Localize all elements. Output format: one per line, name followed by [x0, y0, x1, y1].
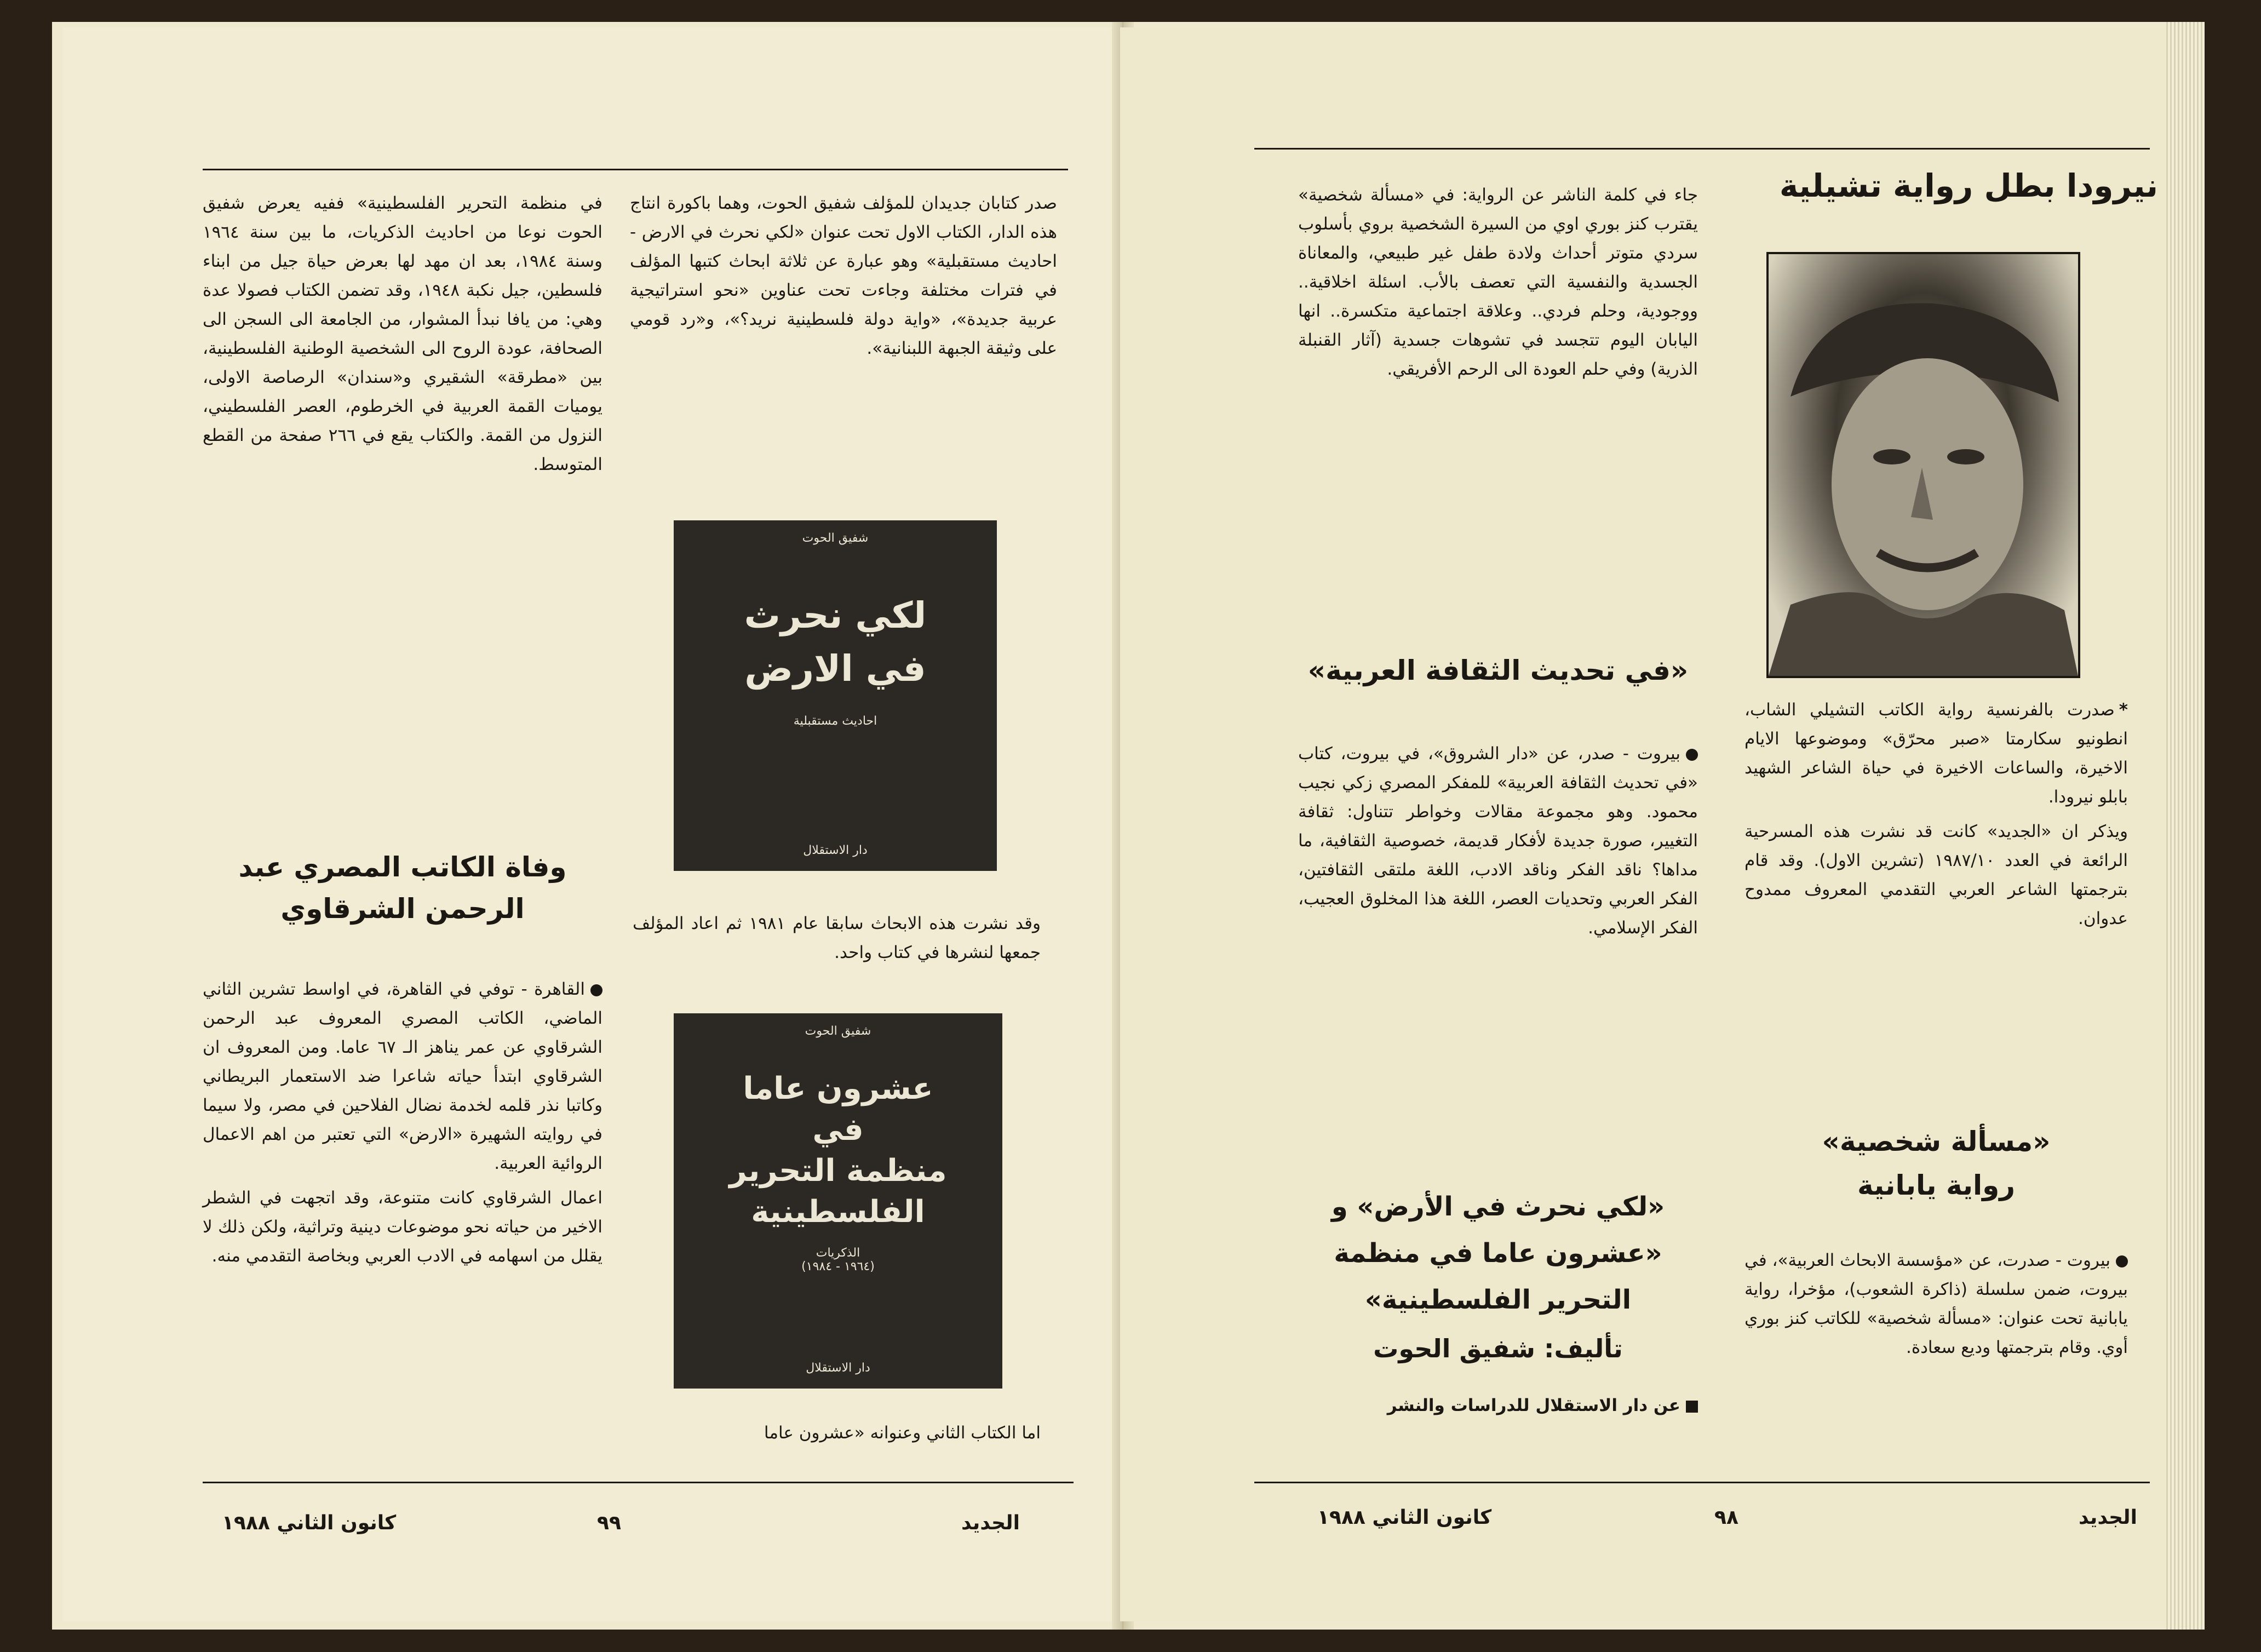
japan-heading-line1: «مسألة شخصية»: [1822, 1126, 2051, 1157]
neruda-body: [1744, 696, 2128, 939]
books-publisher-line: [1298, 1391, 1698, 1420]
cover1-title-line1: لكي نحرث: [744, 594, 927, 636]
cover2-author: شفيق الحوت: [805, 1024, 871, 1038]
books-publisher: عن دار الاستقلال للدراسات والنشر: [1387, 1396, 1680, 1415]
bullet-icon: [590, 984, 602, 996]
bullet-icon: [1686, 749, 1698, 761]
cover1-subtitle: احاديث مستقبلية: [793, 714, 877, 728]
page-edges: [2166, 22, 2205, 1630]
cover1-caption: وقد نشرت هذه الابحاث سابقا عام ١٩٨١ ثم اعاد المؤلف جمعها لنشرها في كتاب واحد.: [633, 914, 1041, 962]
right-footer-page-number: ٩٨: [1714, 1506, 1738, 1529]
book-cover-1: [674, 520, 997, 871]
neruda-paragraph-1: صدرت بالفرنسية رواية الكاتب التشيلي الشاب، انطونيو سكارمتا «صبر محرّق» وموضوعها الايام الاخيرة، والساعات الاخيرة في حياة الشاعر الشهيد بابلو نيرودا.: [1744, 700, 2128, 807]
cover1-publisher: دار الاستقلال: [803, 844, 868, 857]
culture-body: [1298, 739, 1698, 948]
cover2-title-line2: في: [812, 1112, 864, 1148]
culture-heading: «في تحديث الثقافة العربية»: [1307, 655, 1689, 686]
magazine-spread: [52, 22, 2205, 1630]
books-author: تأليف: شفيق الحوت: [1373, 1334, 1623, 1363]
bullet-icon: [2116, 1255, 2128, 1267]
culture-paragraph: بيروت - صدر، عن «دار الشروق»، في بيروت، كتاب «في تحديث الثقافة العربية» للمفكر المصري زكي نجيب محمود. وهو مجموعة مقالات وخواطر تتناول: ثقافة التغيير، صورة جديدة لأفكار قديمة، خصوصية الثقافية، ما مداها؟ ناقد الفكر وناقد الادب، اللغة ملتقى الثقافتين، الفكر العربي وتحديات العصر، اللغة هذا المخلوق العجيب، الفكر الإسلامي.: [1298, 744, 1698, 938]
obituary-paragraph-1: القاهرة - توفي في القاهرة، في اواسط تشرين الثاني الماضي، الكاتب المصري المعروف عبد الرحمن الشرقاوي عن عمر يناهز الـ ٦٧ عاما. ومن المعروف ان الشرقاوي ابتدأ حياته شاعرا ضد الاستعمار البريطاني وكاتبا نذر قلمه لخدمة نضال الفلاحين في مصر، ولا سيما في روايته الشهيرة «الارض» التي تعتبر من اهم الاعمال الروائية العربية.: [203, 979, 602, 1173]
cover2-title-line1: عشرون عاما: [743, 1071, 933, 1106]
japan-paragraph: بيروت - صدرت، عن «مؤسسة الابحاث العربية»، في بيروت، ضمن سلسلة (ذاكرة الشعوب)، مؤخرا، رواية يابانية تحت عنوان: «مسألة شخصية» للكاتب كنز بوري أوي. وقام بترجمتها وديع سعادة.: [1744, 1251, 2128, 1357]
japan-body: [1744, 1246, 2128, 1368]
right-top-rule: [1254, 148, 2150, 150]
left-footer-magazine: الجديد: [961, 1512, 1020, 1534]
cover2-subtitle: الذكريات: [816, 1246, 860, 1260]
right-footer-magazine: الجديد: [2079, 1506, 2137, 1529]
publisher-note: جاء في كلمة الناشر عن الرواية: في «مسألة شخصية» يقترب كنز بوري اوي من السيرة الشخصية بروي بأسلوب سردي متوتر أحداث ولادة طفل غير طبيعي، والمعاناة الجسدية والنفسية التي تعصف بالأب. اسئلة اخلاقية.. ووجودية، وحلم فردي.. وعلاقة اجتماعية متكسرة.. انها اليابان اليوم تتجسد في تشوهات جسدية (آثار القنبلة الذرية) وفي حلم العودة الى الرحم الأفريقي.: [1298, 185, 1698, 379]
obituary-paragraph-2: اعمال الشرقاوي كانت متنوعة، وقد اتجهت في الشطر الاخير من حياته نحو موضوعات دينية وتراثية، ولكن ذلك لا يقلل من اسهامه في الادب العربي وبخاصة التقدمي منه.: [203, 1188, 602, 1266]
cover1-author: شفيق الحوت: [802, 531, 869, 545]
books-heading-line3: التحرير الفلسطينية»: [1364, 1284, 1632, 1315]
cover2-title-line3: منظمة التحرير: [729, 1153, 947, 1189]
books-heading-line1: «لكي نحرث في الأرض» و: [1331, 1191, 1665, 1222]
left-top-rule: [203, 169, 1068, 170]
cover2-caption: اما الكتاب الثاني وعنوانه «عشرون عاما: [764, 1423, 1041, 1443]
right-page: [1120, 27, 2205, 1621]
neruda-heading: نيرودا بطل رواية تشيلية: [1779, 167, 2158, 204]
obituary-body: [203, 975, 602, 1276]
cover2-title-line4: الفلسطينية: [751, 1194, 925, 1230]
cover1-title-line2: في الارض: [744, 647, 926, 690]
cover2-years: (١٩٦٤ - ١٩٨٤): [801, 1260, 875, 1274]
asterisk-icon: *: [2119, 700, 2128, 720]
left-footer-date: كانون الثاني ١٩٨٨: [222, 1512, 397, 1534]
neruda-photo: [1766, 252, 2080, 678]
left-page: [63, 27, 1120, 1621]
right-footer-date: كانون الثاني ١٩٨٨: [1317, 1506, 1492, 1529]
square-bullet-icon: [1686, 1401, 1698, 1413]
portrait-image: [1769, 254, 2078, 676]
book-cover-2: [674, 1013, 1002, 1389]
left-footer-page-number: ٩٩: [597, 1512, 621, 1534]
left-bottom-rule: [203, 1482, 1074, 1483]
left-col-left-text: في منظمة التحرير الفلسطينية» ففيه يعرض شفيق الحوت نوعا من احاديث الذكريات، ما بين سنة ١٩٦٤ وسنة ١٩٨٤، بعد ان مهد لها بعرض حياة جيل من ابناء فلسطين، جيل نكبة ١٩٤٨، وقد تضمن الكتاب فصولا عدة وهي: من يافا نبدأ المشوار، من الجامعة الى السجن الى الصحافة، عودة الروح الى الشخصية الوطنية الفلسطينية، بين «مطرقة» الشقيري و«سندان» الرصاصة الاولى، يوميات القمة العربية في الخرطوم، العصر الفلسطيني، النزول من القمة. والكتاب يقع في ٢٦٦ صفحة من القطع المتوسط.: [203, 193, 602, 474]
books-heading-line2: «عشرون عاما في منظمة: [1334, 1238, 1662, 1269]
cover2-publisher: دار الاستقلال: [806, 1361, 870, 1375]
right-bottom-rule: [1254, 1482, 2150, 1483]
left-col-right-text: صدر كتابان جديدان للمؤلف شفيق الحوت، وهما باكورة انتاج هذه الدار، الكتاب الاول تحت عنوان «لكي نحرث في الارض - احاديث مستقبلية» وهو عبارة عن ثلاثة ابحاث كتبها المؤلف في فترات مختلفة وجاءت تحت عناوين «نحو استراتيجية عربية جديدة»، «واية دولة فلسطينية نريد؟»، و«رد قومي على وثيقة الجبهة اللبنانية».: [630, 193, 1057, 358]
neruda-paragraph-2: ويذكر ان «الجديد» كانت قد نشرت هذه المسرحية الرائعة في العدد ١٩٨٧/١٠ (تشرين الاول). وقد قام بترجمتها الشاعر العربي التقدمي المعروف ممدوح عدوان.: [1744, 822, 2128, 928]
obituary-heading: وفاة الكاتب المصري عبد الرحمن الشرقاوي: [238, 851, 567, 925]
japan-heading-line2: رواية يابانية: [1857, 1169, 2016, 1201]
